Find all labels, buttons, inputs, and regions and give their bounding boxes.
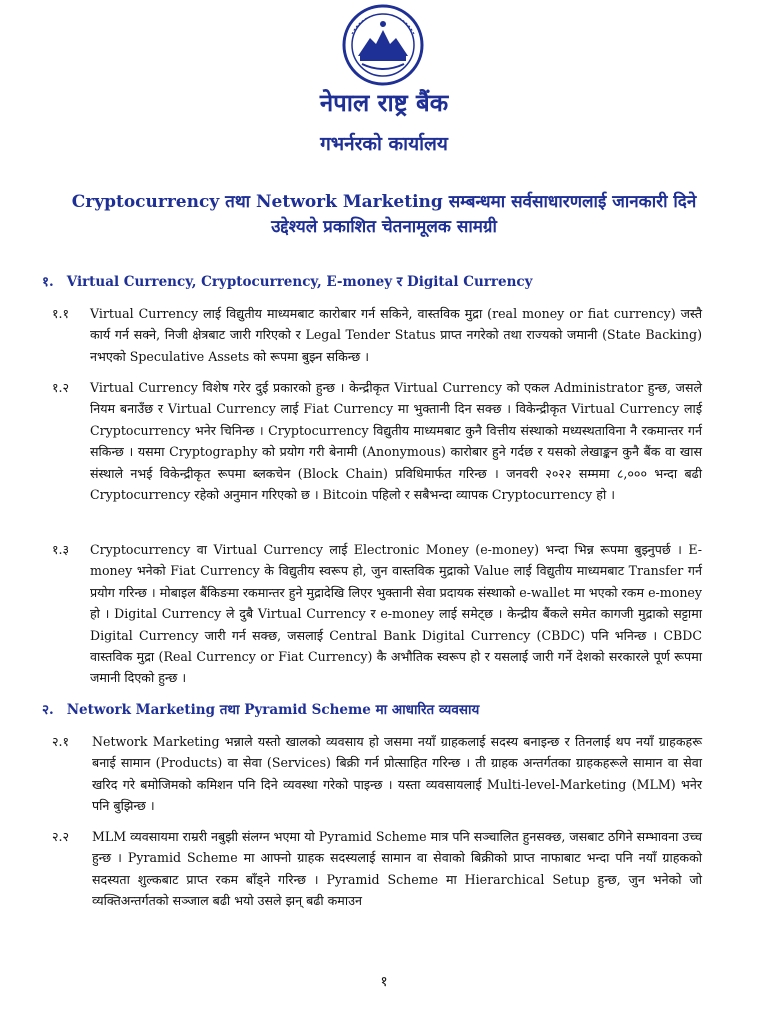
title-line-2: उद्देश्यले प्रकाशित चेतनामूलक सामग्री [271,217,497,237]
paragraph-number: १.३ [52,542,70,557]
paragraph-text: Virtual Currency लाई विद्युतीय माध्यमबाट कारोबार गर्न सकिने, वास्तविक मुद्रा (real money or fiat currency) जस्तै कार्य गर्न सक्ने, निजी क्षेत्रबाट जारी गरिएको र Legal Tender Status प्राप्त नगरेको तथा राज्यको जमानी (State Backing) नभएको Speculative Assets को रूपमा बुझ्न सकिन्छ । [90,306,702,364]
paragraph-number: १.२ [52,380,70,395]
section-number: १. [42,274,54,290]
paragraph-text: Network Marketing भन्नाले यस्तो खालको व्यवसाय हो जसमा नयाँ ग्राहकलाई सदस्य बनाइन्छ र तिनलाई थप नयाँ ग्राहकहरू बनाई सामान (Products) वा सेवा (Services) बिक्री गर्न प्रोत्साहित गरिन्छ । ती ग्राहक अन्तर्गतका ग्राहकहरूले सामान वा सेवा खरिद गरे बमोजिमको कमिशन पनि दिने व्यवस्था गरेको पाइन्छ । यस्ता व्यवसायलाई Multi-level-Marketing (MLM) भनेर पनि बुझिन्छ । [92,734,702,814]
paragraph-text: Cryptocurrency वा Virtual Currency लाई Electronic Money (e-money) भन्दा भिन्न रूपमा बुझ्नुपर्छ । E-money भनेको Fiat Currency के विद्युतीय स्वरूप हो, जुन वास्तविक मुद्राको Value लाई विद्युतीय माध्यमबाट Transfer गर्न प्रयोग गरिन्छ । मोबाइल बैंकिङमा रकमान्तर हुने मुद्रादेखि लिएर भुक्तानी सेवा प्रदायक संस्थाको e-wallet मा भएको रकम e-money हो । Digital Currency ले दुबै Virtual Currency र e-money लाई समेट्छ । केन्द्रीय बैंकले समेत कागजी मुद्राको सट्टामा Digital Currency जारी गर्न सक्छ, जसलाई Central Bank Digital Currency (CBDC) पनि भनिन्छ । CBDC वास्तविक मुद्रा (Real Currency or Fiat Currency) कै अभौतिक स्वरूप हो र यसलाई जारी गर्ने देशको सरकारले पूर्ण रूपमा जमानी दिएको हुन्छ । [90,542,702,686]
paragraph-number: १.१ [52,306,70,321]
paragraph-number: २.१ [52,734,70,749]
paragraph-1-3 [52,539,702,689]
paragraph-number: २.२ [52,829,70,844]
paragraph-2-2 [52,826,702,912]
section-title: Network Marketing तथा Pyramid Scheme मा आधारित व्यवसाय [66,702,480,718]
section-heading-2 [42,700,742,718]
paragraph-1-2 [52,377,702,505]
page-number: १ [380,974,388,990]
section-heading-1 [42,272,742,290]
paragraph-2-1 [52,731,702,817]
section-title: Virtual Currency, Cryptocurrency, E-money र Digital Currency [66,274,533,290]
section-number: २. [42,702,54,718]
paragraph-text: MLM व्यवसायमा राम्ररी नबुझी संलग्न भएमा यो Pyramid Scheme मात्र पनि सञ्चालित हुनसक्छ, जसबाट ठगिने सम्भावना उच्च हुन्छ । Pyramid Scheme मा आफ्नो ग्राहक सदस्यलाई सामान वा सेवाको बिक्रीको प्राप्त नाफाबाट भन्दा पनि नयाँ ग्राहकको सदस्यता शुल्कबाट प्राप्त रकम बाँड्ने गरिन्छ । Pyramid Scheme मा Hierarchical Setup हुन्छ, जुन भनेको जो व्यक्तिअन्तर्गतको सञ्जाल बढी भयो उसले झन् बढी कमाउन [92,829,702,909]
paragraph-1-1 [52,303,702,367]
document-title [60,190,708,240]
organization-name: नेपाल राष्ट्र बैंक [319,89,449,117]
nepal-rastra-bank-emblem-icon [340,4,426,86]
title-line-1: Cryptocurrency तथा Network Marketing सम्बन्धमा सर्वसाधारणलाई जानकारी दिने [71,192,697,212]
office-name: गभर्नरको कार्यालय [320,133,448,155]
paragraph-text: Virtual Currency विशेष गरेर दुई प्रकारको हुन्छ । केन्द्रीकृत Virtual Currency को एकल Administrator हुन्छ, जसले नियम बनाउँछ र Virtual Currency लाई Fiat Currency मा भुक्तानी दिन सक्छ । विकेन्द्रीकृत Virtual Currency लाई Cryptocurrency भनेर चिनिन्छ । Cryptocurrency विद्युतीय माध्यमबाट कुनै वित्तीय संस्थाको मध्यस्थताविना नै रकमान्तर गर्न सकिन्छ । यसमा Cryptography को प्रयोग गरी बेनामी (Anonymous) कारोबार हुने गर्दछ र यसको लेखाङ्कन कुनै बैंक वा खास संस्थाले नभई विकेन्द्रीकृत रूपमा ब्लकचेन (Block Chain) प्रविधिमार्फत गरिन्छ । जनवरी २०२२ सम्ममा ८,००० भन्दा बढी Cryptocurrency रहेको अनुमान गरिएको छ । Bitcoin पहिलो र सबैभन्दा व्यापक Cryptocurrency हो । [90,380,702,503]
